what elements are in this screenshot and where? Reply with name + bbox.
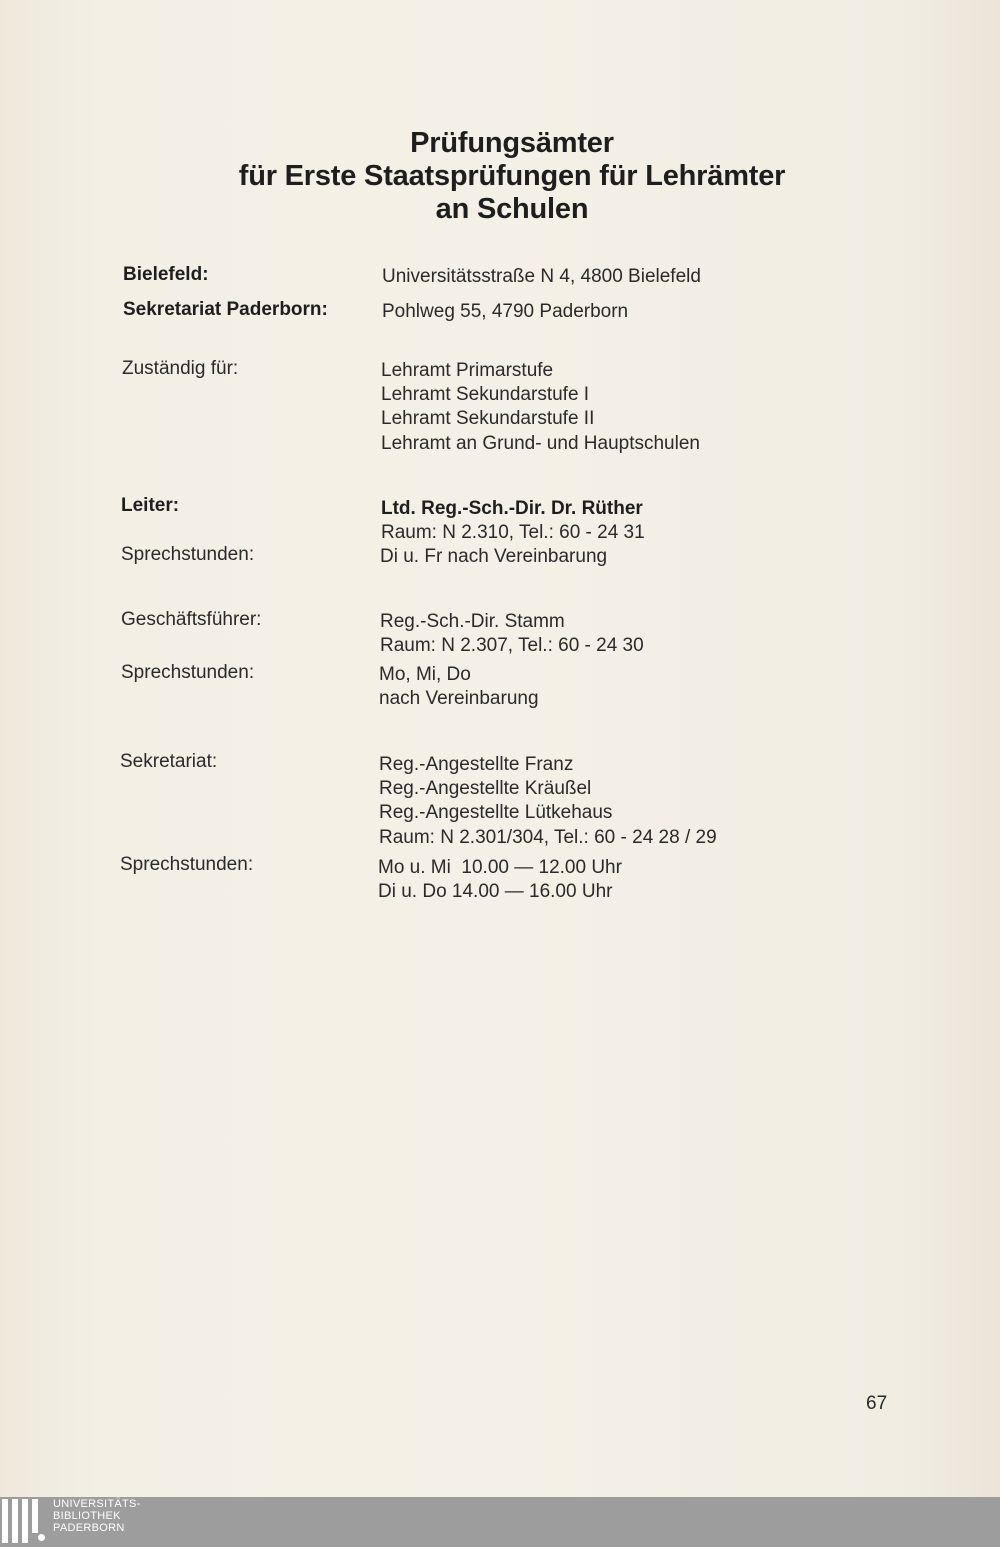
geschaeftsfuehrer-sprechstunden-label: Sprechstunden: bbox=[121, 662, 255, 683]
leiter-label: Leiter: bbox=[121, 495, 180, 516]
library-logo-line: UNIVERSITÄTS- bbox=[53, 1498, 141, 1510]
sekretariat-paderborn-address: Pohlweg 55, 4790 Paderborn bbox=[382, 301, 629, 322]
geschaeftsfuehrer-sprechstunden-value: Mo, Mi, Do bbox=[379, 664, 471, 685]
zustaendig-item: Lehramt Primarstufe bbox=[381, 360, 554, 381]
library-logo-line: BIBLIOTHEK bbox=[53, 1510, 121, 1522]
page-number: 67 bbox=[866, 1393, 888, 1414]
title-line-2: für Erste Staatsprüfungen für Lehrämter bbox=[238, 160, 786, 192]
sekretariat-raum: Raum: N 2.301/304, Tel.: 60 - 24 28 / 29 bbox=[379, 827, 717, 848]
sekretariat-staff: Reg.-Angestellte Franz bbox=[379, 754, 574, 775]
title-line-3: an Schulen bbox=[435, 193, 589, 225]
zustaendig-item: Lehramt Sekundarstufe II bbox=[381, 408, 595, 429]
leiter-raum: Raum: N 2.310, Tel.: 60 - 24 31 bbox=[381, 522, 645, 543]
geschaeftsfuehrer-label: Geschäftsführer: bbox=[121, 609, 262, 630]
title-line-1: Prüfungsämter bbox=[410, 127, 614, 159]
library-logo-text bbox=[53, 1498, 141, 1534]
zustaendig-label: Zuständig für: bbox=[122, 358, 239, 379]
leiter-name: Ltd. Reg.-Sch.-Dir. Dr. Rüther bbox=[381, 498, 643, 519]
library-logo-dot-icon bbox=[38, 1534, 45, 1541]
sekretariat-staff: Reg.-Angestellte Lütkehaus bbox=[379, 802, 613, 823]
bielefeld-label: Bielefeld: bbox=[123, 264, 209, 285]
library-footer-bar bbox=[0, 1497, 1000, 1547]
leiter-sprechstunden-value: Di u. Fr nach Vereinbarung bbox=[380, 546, 608, 567]
geschaeftsfuehrer-sprechstunden-value: nach Vereinbarung bbox=[379, 688, 539, 709]
leiter-sprechstunden-label: Sprechstunden: bbox=[121, 544, 255, 565]
bielefeld-address: Universitätsstraße N 4, 4800 Bielefeld bbox=[382, 266, 701, 287]
geschaeftsfuehrer-raum: Raum: N 2.307, Tel.: 60 - 24 30 bbox=[380, 635, 644, 656]
zustaendig-item: Lehramt an Grund- und Hauptschulen bbox=[381, 433, 700, 454]
sekretariat-label: Sekretariat: bbox=[120, 751, 218, 772]
sekretariat-paderborn-label: Sekretariat Paderborn: bbox=[123, 299, 328, 320]
sekretariat-staff: Reg.-Angestellte Kräußel bbox=[379, 778, 592, 799]
library-logo-line: PADERBORN bbox=[53, 1522, 125, 1534]
sekretariat-sprechstunden-label: Sprechstunden: bbox=[120, 854, 254, 875]
zustaendig-item: Lehramt Sekundarstufe I bbox=[381, 384, 590, 405]
sekretariat-sprechstunden-value: Mo u. Mi 10.00 — 12.00 Uhr bbox=[378, 857, 622, 878]
geschaeftsfuehrer-name: Reg.-Sch.-Dir. Stamm bbox=[380, 611, 565, 632]
sekretariat-sprechstunden-value: Di u. Do 14.00 — 16.00 Uhr bbox=[378, 881, 613, 902]
